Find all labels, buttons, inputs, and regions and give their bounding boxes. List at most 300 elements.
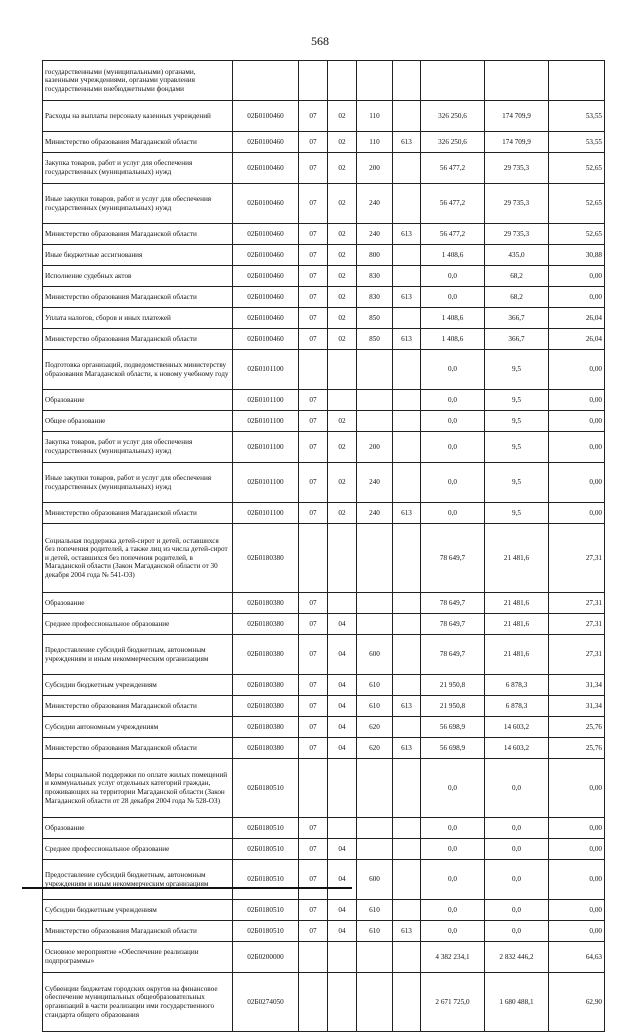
row-fact-cell: 68,2 [485, 266, 549, 287]
row-section-cell: 07 [299, 635, 328, 675]
row-subsection-cell: 02 [328, 432, 357, 463]
row-subsection-cell: 04 [328, 696, 357, 717]
row-fact-cell [485, 61, 549, 101]
row-grbs-cell: 613 [393, 921, 421, 942]
row-grbs-cell: 613 [393, 132, 421, 153]
table-row [43, 614, 605, 635]
row-plan-cell: 4 382 234,1 [421, 942, 485, 973]
row-section-cell: 07 [299, 860, 328, 900]
row-fact-cell: 0,0 [485, 818, 549, 839]
row-name-cell: Министерство образования Магаданской области [43, 503, 233, 524]
row-name-cell: Иные бюджетные ассигнования [43, 245, 233, 266]
row-csr-cell: 02Б0180380 [233, 738, 299, 759]
row-section-cell [299, 350, 328, 390]
row-plan-cell: 1 408,6 [421, 245, 485, 266]
row-subsection-cell: 02 [328, 266, 357, 287]
table-row [43, 308, 605, 329]
row-subsection-cell: 02 [328, 245, 357, 266]
row-csr-cell: 02Б0180380 [233, 635, 299, 675]
row-percent-cell: 31,34 [549, 675, 605, 696]
table-row [43, 390, 605, 411]
row-percent-cell: 53,55 [549, 101, 605, 132]
row-csr-cell: 02Б0180380 [233, 524, 299, 593]
row-expense-type-cell: 610 [357, 675, 393, 696]
row-fact-cell: 9,5 [485, 503, 549, 524]
table-row [43, 921, 605, 942]
row-fact-cell: 366,7 [485, 308, 549, 329]
row-name-cell: Среднее профессиональное образование [43, 614, 233, 635]
row-expense-type-cell [357, 593, 393, 614]
row-name-cell: государственными (муниципальными) органами, казенными учреждениями, органами управления государственными внебюджетными фондами [43, 61, 233, 101]
row-percent-cell: 25,76 [549, 738, 605, 759]
row-grbs-cell: 613 [393, 287, 421, 308]
table-row [43, 818, 605, 839]
row-plan-cell: 0,0 [421, 287, 485, 308]
row-expense-type-cell: 850 [357, 308, 393, 329]
row-name-cell: Министерство образования Магаданской области [43, 132, 233, 153]
row-csr-cell: 02Б0180380 [233, 614, 299, 635]
row-percent-cell: 0,00 [549, 818, 605, 839]
row-fact-cell: 435,0 [485, 245, 549, 266]
row-name-cell: Министерство образования Магаданской области [43, 921, 233, 942]
row-section-cell: 07 [299, 308, 328, 329]
row-fact-cell: 14 603,2 [485, 717, 549, 738]
row-plan-cell: 0,0 [421, 759, 485, 818]
row-expense-type-cell: 800 [357, 245, 393, 266]
row-grbs-cell [393, 524, 421, 593]
row-section-cell: 07 [299, 390, 328, 411]
row-subsection-cell [328, 350, 357, 390]
row-grbs-cell [393, 101, 421, 132]
row-fact-cell: 9,5 [485, 350, 549, 390]
row-expense-type-cell [357, 61, 393, 101]
row-plan-cell: 1 408,6 [421, 329, 485, 350]
row-section-cell: 07 [299, 287, 328, 308]
row-plan-cell: 0,0 [421, 921, 485, 942]
row-subsection-cell: 02 [328, 132, 357, 153]
row-percent-cell: 27,31 [549, 635, 605, 675]
row-plan-cell: 78 649,7 [421, 614, 485, 635]
row-section-cell: 07 [299, 184, 328, 224]
row-percent-cell: 0,00 [549, 287, 605, 308]
row-percent-cell: 25,76 [549, 717, 605, 738]
row-percent-cell: 0,00 [549, 921, 605, 942]
row-expense-type-cell: 600 [357, 860, 393, 900]
row-fact-cell: 68,2 [485, 287, 549, 308]
row-section-cell: 07 [299, 921, 328, 942]
row-percent-cell: 0,00 [549, 390, 605, 411]
row-name-cell: Подготовка организаций, подведомственных министерству образования Магаданской области, к новому учебному году [43, 350, 233, 390]
row-expense-type-cell: 240 [357, 503, 393, 524]
row-grbs-cell: 613 [393, 329, 421, 350]
row-csr-cell: 02Б0100460 [233, 153, 299, 184]
row-grbs-cell [393, 245, 421, 266]
row-subsection-cell: 02 [328, 224, 357, 245]
row-section-cell [299, 524, 328, 593]
table-row [43, 61, 605, 101]
row-subsection-cell: 02 [328, 308, 357, 329]
row-name-cell: Общее образование [43, 411, 233, 432]
row-subsection-cell: 02 [328, 101, 357, 132]
row-percent-cell: 52,65 [549, 224, 605, 245]
row-section-cell [299, 942, 328, 973]
row-grbs-cell [393, 614, 421, 635]
row-csr-cell: 02Б0100460 [233, 329, 299, 350]
row-grbs-cell [393, 184, 421, 224]
row-percent-cell: 0,00 [549, 463, 605, 503]
table-row [43, 463, 605, 503]
row-csr-cell: 02Б0100460 [233, 132, 299, 153]
row-plan-cell: 1 408,6 [421, 308, 485, 329]
row-section-cell: 07 [299, 411, 328, 432]
row-expense-type-cell: 200 [357, 153, 393, 184]
table-row [43, 524, 605, 593]
row-expense-type-cell [357, 839, 393, 860]
row-csr-cell: 02Б0180510 [233, 759, 299, 818]
row-section-cell [299, 759, 328, 818]
row-expense-type-cell: 850 [357, 329, 393, 350]
row-csr-cell [233, 61, 299, 101]
row-expense-type-cell: 610 [357, 921, 393, 942]
table-row [43, 675, 605, 696]
row-subsection-cell: 04 [328, 839, 357, 860]
row-csr-cell: 02Б0100460 [233, 287, 299, 308]
row-name-cell: Субсидии автономным учреждениям [43, 717, 233, 738]
row-plan-cell: 0,0 [421, 411, 485, 432]
row-plan-cell: 56 477,2 [421, 224, 485, 245]
row-name-cell: Образование [43, 818, 233, 839]
row-name-cell: Министерство образования Магаданской области [43, 287, 233, 308]
row-grbs-cell [393, 463, 421, 503]
table-row [43, 973, 605, 1032]
row-fact-cell: 29 735,3 [485, 153, 549, 184]
row-expense-type-cell: 200 [357, 432, 393, 463]
row-name-cell: Основное мероприятие «Обеспечение реализации подпрограммы» [43, 942, 233, 973]
row-csr-cell: 02Б0101100 [233, 390, 299, 411]
row-name-cell: Субсидии бюджетным учреждениям [43, 900, 233, 921]
row-subsection-cell [328, 942, 357, 973]
row-grbs-cell [393, 153, 421, 184]
row-name-cell: Расходы на выплаты персоналу казенных учреждений [43, 101, 233, 132]
row-percent-cell: 52,65 [549, 184, 605, 224]
row-name-cell: Образование [43, 390, 233, 411]
row-name-cell: Закупка товаров, работ и услуг для обеспечения государственных (муниципальных) нужд [43, 153, 233, 184]
row-fact-cell: 14 603,2 [485, 738, 549, 759]
table-row [43, 153, 605, 184]
row-fact-cell: 21 481,6 [485, 635, 549, 675]
row-section-cell: 07 [299, 696, 328, 717]
row-percent-cell: 0,00 [549, 900, 605, 921]
row-plan-cell: 326 250,6 [421, 101, 485, 132]
row-fact-cell: 9,5 [485, 390, 549, 411]
table-row [43, 411, 605, 432]
row-plan-cell: 56 698,9 [421, 738, 485, 759]
page-number: 568 [311, 34, 329, 48]
row-name-cell: Иные закупки товаров, работ и услуг для обеспечения государственных (муниципальных) нужд [43, 463, 233, 503]
row-fact-cell: 0,0 [485, 759, 549, 818]
row-grbs-cell [393, 635, 421, 675]
row-fact-cell: 366,7 [485, 329, 549, 350]
row-plan-cell: 0,0 [421, 266, 485, 287]
row-csr-cell: 02Б0180510 [233, 900, 299, 921]
row-name-cell: Иные закупки товаров, работ и услуг для обеспечения государственных (муниципальных) нужд [43, 184, 233, 224]
row-plan-cell: 56 698,9 [421, 717, 485, 738]
row-fact-cell: 9,5 [485, 411, 549, 432]
row-plan-cell: 0,0 [421, 350, 485, 390]
row-plan-cell: 0,0 [421, 503, 485, 524]
row-grbs-cell [393, 818, 421, 839]
row-section-cell: 07 [299, 245, 328, 266]
row-percent-cell: 0,00 [549, 759, 605, 818]
row-expense-type-cell: 830 [357, 287, 393, 308]
row-plan-cell: 21 950,8 [421, 675, 485, 696]
row-subsection-cell [328, 973, 357, 1032]
table-row [43, 738, 605, 759]
page-bottom-line [22, 887, 352, 889]
table-row [43, 900, 605, 921]
row-fact-cell: 29 735,3 [485, 184, 549, 224]
row-expense-type-cell [357, 390, 393, 411]
row-subsection-cell: 04 [328, 675, 357, 696]
row-name-cell: Министерство образования Магаданской области [43, 224, 233, 245]
row-subsection-cell: 02 [328, 463, 357, 503]
row-subsection-cell [328, 818, 357, 839]
row-subsection-cell: 04 [328, 921, 357, 942]
row-name-cell: Среднее профессиональное образование [43, 839, 233, 860]
row-grbs-cell [393, 675, 421, 696]
row-plan-cell: 0,0 [421, 463, 485, 503]
row-grbs-cell [393, 717, 421, 738]
table-row [43, 759, 605, 818]
row-grbs-cell [393, 61, 421, 101]
row-name-cell: Меры социальной поддержки по оплате жилых помещений и коммунальных услуг отдельных категорий граждан, проживающих на территории Магаданской области (Закон Магаданской области от 28 декабря 2004 года № 528-ОЗ) [43, 759, 233, 818]
row-grbs-cell: 613 [393, 503, 421, 524]
row-section-cell: 07 [299, 329, 328, 350]
row-subsection-cell: 04 [328, 717, 357, 738]
table-row [43, 503, 605, 524]
table-row [43, 593, 605, 614]
row-csr-cell: 02Б0100460 [233, 245, 299, 266]
row-subsection-cell: 02 [328, 411, 357, 432]
table-row [43, 101, 605, 132]
table-row [43, 717, 605, 738]
row-name-cell: Субвенции бюджетам городских округов на финансовое обеспечение муниципальных общеобразовательных организаций в части реализации ими государственного стандарта общего образования [43, 973, 233, 1032]
row-grbs-cell [393, 432, 421, 463]
row-plan-cell: 0,0 [421, 860, 485, 900]
row-csr-cell: 02Б0100460 [233, 266, 299, 287]
row-name-cell: Министерство образования Магаданской области [43, 738, 233, 759]
row-csr-cell: 02Б0100460 [233, 101, 299, 132]
row-name-cell: Предоставление субсидий бюджетным, автономным учреждениям и иным некоммерческим организациям [43, 635, 233, 675]
row-section-cell: 07 [299, 839, 328, 860]
row-subsection-cell: 02 [328, 184, 357, 224]
row-expense-type-cell [357, 759, 393, 818]
row-expense-type-cell: 110 [357, 132, 393, 153]
row-grbs-cell [393, 308, 421, 329]
row-csr-cell: 02Б0180510 [233, 839, 299, 860]
row-grbs-cell [393, 759, 421, 818]
row-percent-cell: 53,55 [549, 132, 605, 153]
row-fact-cell: 1 680 488,1 [485, 973, 549, 1032]
table-row [43, 432, 605, 463]
row-name-cell: Субсидии бюджетным учреждениям [43, 675, 233, 696]
row-plan-cell: 0,0 [421, 839, 485, 860]
row-csr-cell: 02Б0100460 [233, 184, 299, 224]
row-fact-cell: 0,0 [485, 921, 549, 942]
row-section-cell: 07 [299, 153, 328, 184]
row-subsection-cell: 04 [328, 900, 357, 921]
row-subsection-cell [328, 61, 357, 101]
row-grbs-cell [393, 266, 421, 287]
row-percent-cell: 0,00 [549, 432, 605, 463]
row-expense-type-cell [357, 942, 393, 973]
row-expense-type-cell: 620 [357, 717, 393, 738]
row-expense-type-cell [357, 973, 393, 1032]
table-row [43, 942, 605, 973]
row-plan-cell: 78 649,7 [421, 593, 485, 614]
row-section-cell: 07 [299, 266, 328, 287]
row-plan-cell: 78 649,7 [421, 635, 485, 675]
row-percent-cell: 0,00 [549, 411, 605, 432]
table-row [43, 860, 605, 900]
row-name-cell: Министерство образования Магаданской области [43, 329, 233, 350]
row-fact-cell: 2 832 446,2 [485, 942, 549, 973]
row-plan-cell: 78 649,7 [421, 524, 485, 593]
row-percent-cell: 0,00 [549, 266, 605, 287]
row-name-cell: Социальная поддержка детей-сирот и детей, оставшихся без попечения родителей, а также лиц из числа детей-сирот и детей, оставшихся без попечения родителей, в Магаданской области (Закон Магаданской области от 30 декабря 2004 года № 541-ОЗ) [43, 524, 233, 593]
row-grbs-cell: 613 [393, 696, 421, 717]
row-section-cell: 07 [299, 614, 328, 635]
row-section-cell: 07 [299, 503, 328, 524]
row-fact-cell: 6 878,3 [485, 696, 549, 717]
row-expense-type-cell [357, 350, 393, 390]
row-subsection-cell: 02 [328, 329, 357, 350]
row-plan-cell: 0,0 [421, 432, 485, 463]
row-csr-cell: 02Б0180380 [233, 675, 299, 696]
row-fact-cell: 29 735,3 [485, 224, 549, 245]
row-plan-cell [421, 61, 485, 101]
row-plan-cell: 326 250,6 [421, 132, 485, 153]
row-name-cell: Образование [43, 593, 233, 614]
row-section-cell: 07 [299, 900, 328, 921]
row-csr-cell: 02Б0101100 [233, 411, 299, 432]
row-name-cell: Уплата налогов, сборов и иных платежей [43, 308, 233, 329]
row-name-cell: Закупка товаров, работ и услуг для обеспечения государственных (муниципальных) нужд [43, 432, 233, 463]
row-grbs-cell [393, 942, 421, 973]
row-percent-cell: 0,00 [549, 503, 605, 524]
row-section-cell: 07 [299, 463, 328, 503]
row-percent-cell: 0,00 [549, 839, 605, 860]
row-csr-cell: 02Б0180380 [233, 696, 299, 717]
table-row [43, 224, 605, 245]
row-csr-cell: 02Б0200000 [233, 942, 299, 973]
row-section-cell: 07 [299, 717, 328, 738]
row-percent-cell: 31,34 [549, 696, 605, 717]
row-csr-cell: 02Б0180380 [233, 593, 299, 614]
row-expense-type-cell [357, 818, 393, 839]
row-subsection-cell: 04 [328, 614, 357, 635]
row-grbs-cell [393, 860, 421, 900]
row-subsection-cell [328, 759, 357, 818]
row-subsection-cell: 02 [328, 153, 357, 184]
row-expense-type-cell: 240 [357, 463, 393, 503]
row-expense-type-cell: 610 [357, 900, 393, 921]
row-plan-cell: 0,0 [421, 900, 485, 921]
row-percent-cell: 27,31 [549, 614, 605, 635]
row-csr-cell: 02Б0180510 [233, 860, 299, 900]
table-row [43, 696, 605, 717]
row-percent-cell: 0,00 [549, 860, 605, 900]
row-grbs-cell: 613 [393, 738, 421, 759]
row-percent-cell: 64,63 [549, 942, 605, 973]
row-csr-cell: 02Б0180510 [233, 921, 299, 942]
row-csr-cell: 02Б0180380 [233, 717, 299, 738]
row-section-cell: 07 [299, 432, 328, 463]
row-grbs-cell [393, 900, 421, 921]
table-row [43, 329, 605, 350]
row-name-cell: Министерство образования Магаданской области [43, 696, 233, 717]
row-fact-cell: 21 481,6 [485, 593, 549, 614]
row-subsection-cell [328, 390, 357, 411]
table-row [43, 184, 605, 224]
row-fact-cell: 21 481,6 [485, 524, 549, 593]
row-grbs-cell: 613 [393, 224, 421, 245]
row-expense-type-cell: 620 [357, 738, 393, 759]
table-row [43, 635, 605, 675]
row-fact-cell: 6 878,3 [485, 675, 549, 696]
row-plan-cell: 2 671 725,0 [421, 973, 485, 1032]
row-expense-type-cell: 240 [357, 224, 393, 245]
row-percent-cell: 27,31 [549, 593, 605, 614]
row-section-cell: 07 [299, 738, 328, 759]
row-name-cell: Исполнение судебных актов [43, 266, 233, 287]
row-fact-cell: 0,0 [485, 900, 549, 921]
row-subsection-cell [328, 524, 357, 593]
row-name-cell: Предоставление субсидий бюджетным, автономным учреждениям и иным некоммерческим организациям [43, 860, 233, 900]
row-csr-cell: 02Б0274050 [233, 973, 299, 1032]
row-fact-cell: 174 709,9 [485, 132, 549, 153]
row-plan-cell: 0,0 [421, 390, 485, 411]
row-grbs-cell [393, 390, 421, 411]
row-csr-cell: 02Б0100460 [233, 224, 299, 245]
row-plan-cell: 56 477,2 [421, 153, 485, 184]
row-grbs-cell [393, 350, 421, 390]
row-percent-cell: 52,65 [549, 153, 605, 184]
row-percent-cell: 26,04 [549, 308, 605, 329]
row-section-cell: 07 [299, 818, 328, 839]
row-plan-cell: 0,0 [421, 818, 485, 839]
row-plan-cell: 21 950,8 [421, 696, 485, 717]
row-percent-cell: 0,00 [549, 350, 605, 390]
row-csr-cell: 02Б0101100 [233, 503, 299, 524]
row-fact-cell: 0,0 [485, 860, 549, 900]
row-subsection-cell: 04 [328, 635, 357, 675]
row-csr-cell: 02Б0101100 [233, 463, 299, 503]
row-plan-cell: 56 477,2 [421, 184, 485, 224]
row-fact-cell: 0,0 [485, 839, 549, 860]
row-csr-cell: 02Б0180510 [233, 818, 299, 839]
row-expense-type-cell [357, 524, 393, 593]
row-fact-cell: 21 481,6 [485, 614, 549, 635]
table-row [43, 350, 605, 390]
row-grbs-cell [393, 593, 421, 614]
row-grbs-cell [393, 973, 421, 1032]
row-percent-cell: 62,90 [549, 973, 605, 1032]
table-row [43, 132, 605, 153]
table-row [43, 839, 605, 860]
row-csr-cell: 02Б0100460 [233, 308, 299, 329]
table-row [43, 287, 605, 308]
